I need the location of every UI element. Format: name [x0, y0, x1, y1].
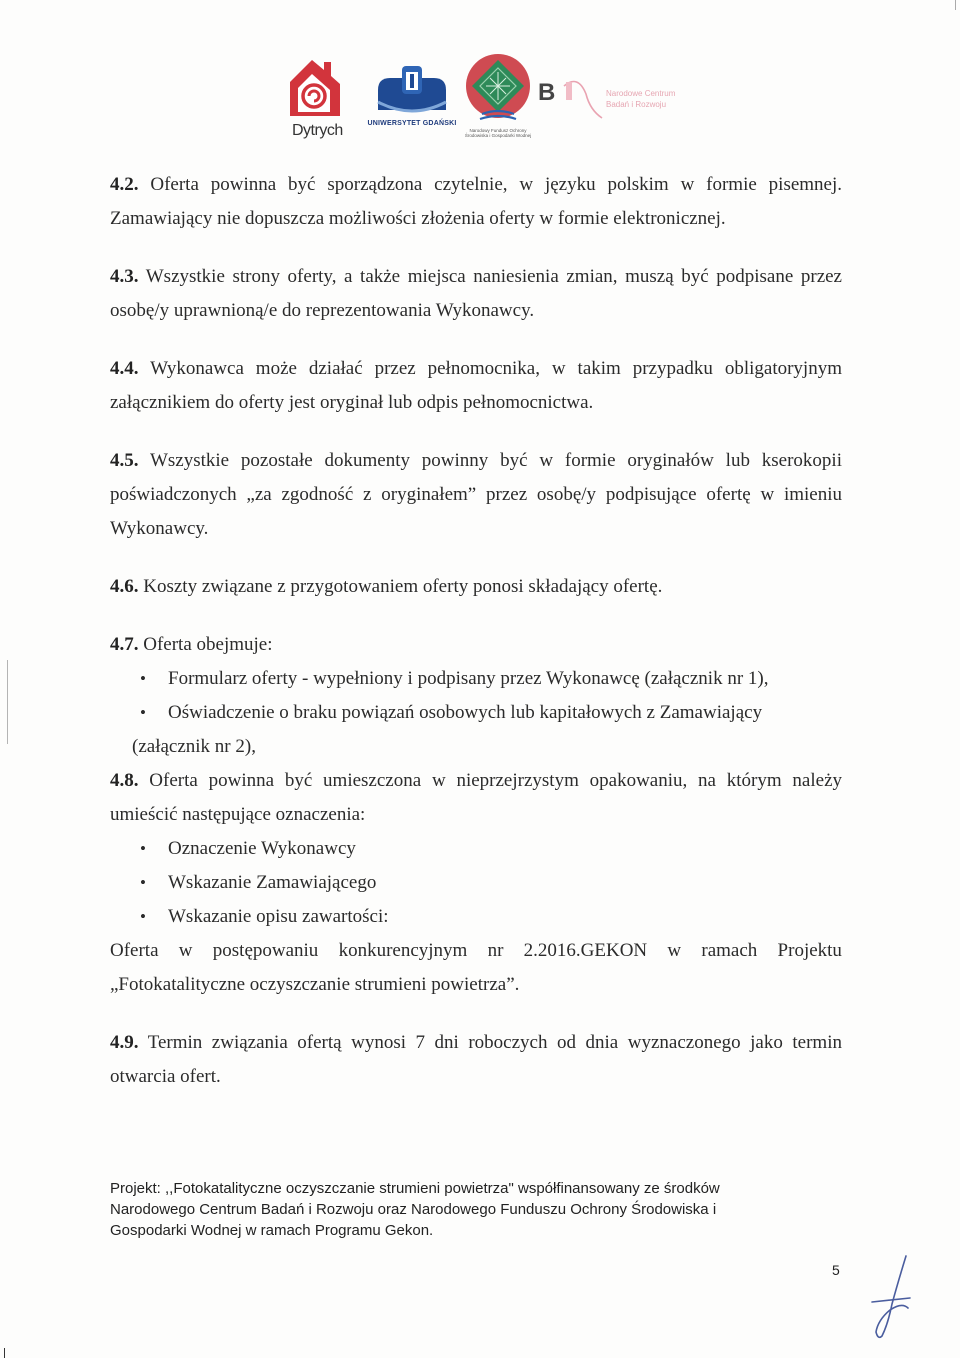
section-number: 4.3. — [110, 266, 139, 287]
section-number: 4.7. — [110, 634, 139, 655]
list-item: • Wskazanie opisu zawartości: — [110, 900, 842, 934]
section-4-6 — [110, 570, 842, 604]
nfosigw-caption: Narodowy Fundusz Ochrony Środowiska i Gospodarki Wodnej — [464, 128, 532, 138]
envelope-label-line — [110, 934, 842, 968]
label-word: w — [667, 940, 682, 961]
svg-text:B: B — [538, 79, 556, 106]
section-text: Oferta powinna być umieszczona w nieprzejrzystym opakowaniu, na którym należy umieścić następujące oznaczenia: — [110, 770, 843, 825]
nfosigw-logo — [462, 52, 534, 142]
section-text: Koszty związane z przygotowaniem oferty ponosi składający ofertę. — [143, 576, 663, 597]
section-number: 4.6. — [110, 576, 139, 597]
footer-project-note: Projekt: ,,Fotokatalityczne oczyszczanie strumieni powietrza" współfinansowany ze środków Narodowego Centrum Badań i Rozwoju oraz Narodowego Funduszu Ochrony Środowiska i Gospodarki Wodnej w ramach Programu Gekon. — [110, 1180, 720, 1239]
section-text: Wszystkie strony oferty, a także miejsca naniesienia zmian, muszą być podpisane przez osobę/y uprawnioną/e do reprezentowania Wykonawcy. — [110, 266, 842, 321]
header-logos — [284, 52, 684, 152]
page-number: 5 — [832, 1262, 840, 1278]
section-4-2 — [110, 168, 842, 236]
scan-edge-mark — [955, 0, 956, 10]
document-body — [110, 168, 842, 1094]
label-word: nr — [487, 940, 504, 961]
section-text: Wykonawca może działać przez pełnomocnika, w takim przypadku obligatoryjnym załącznikiem do oferty jest oryginał lub odpis pełnomocnictwa. — [110, 358, 842, 413]
university-logo — [367, 64, 457, 134]
list-item: • Formularz oferty - wypełniony i podpisany przez Wykonawcę (załącznik nr 1), — [110, 662, 842, 696]
scan-corner-mark — [4, 1348, 5, 1358]
section-text: Oferta powinna być sporządzona czytelnie, w języku polskim w formie pisemnej. Zamawiający nie dopuszcza możliwości złożenia oferty w formie elektronicznej. — [110, 174, 843, 229]
section-number: 4.5. — [110, 450, 139, 471]
ncbr-caption — [606, 88, 675, 110]
university-crest-icon — [372, 64, 452, 120]
section-4-8 — [110, 764, 842, 832]
nfosigw-emblem-icon — [462, 52, 534, 128]
section-4-9 — [110, 1026, 842, 1094]
label-word: Oferta — [110, 940, 159, 961]
section-text: Termin związania ofertą wynosi 7 dni roboczych od dnia wyznaczonego jako termin otwarcia ofert. — [110, 1032, 842, 1087]
list-item: • Oświadczenie o braku powiązań osobowych lub kapitałowych z Zamawiający — [110, 696, 842, 730]
section-4-4 — [110, 352, 842, 420]
envelope-label-project: „Fotokatalityczne oczyszczanie strumieni powietrza”. — [110, 974, 520, 995]
section-4-3 — [110, 260, 842, 328]
section-number: 4.4. — [110, 358, 139, 379]
handwritten-initials-icon — [868, 1252, 918, 1342]
list-item-continuation: (załącznik nr 2), — [132, 736, 256, 757]
section-4-7-list — [110, 662, 842, 730]
section-number: 4.9. — [110, 1032, 139, 1053]
label-word: w — [178, 940, 193, 961]
label-word: konkurencyjnym — [338, 940, 468, 961]
ncbr-caption-line1: Narodowe Centrum — [606, 89, 676, 98]
section-text: Oferta obejmuje: — [143, 634, 273, 655]
scan-margin-line — [7, 660, 8, 744]
label-word: 2.2016.GEKON — [523, 940, 648, 961]
dytrych-logo — [284, 52, 348, 142]
ncbr-caption-line2: Badań i Rozwoju — [606, 100, 667, 109]
label-word: postępowaniu — [212, 940, 319, 961]
university-caption: UNIWERSYTET GDAŃSKI — [367, 120, 457, 127]
label-word: ramach — [701, 940, 758, 961]
label-word: Projektu — [777, 940, 842, 961]
list-item: • Wskazanie Zamawiającego — [110, 866, 842, 900]
ncbr-mark-icon — [534, 72, 604, 122]
dytrych-caption: Dytrych — [292, 122, 343, 139]
section-text: Wszystkie pozostałe dokumenty powinny być w formie oryginałów lub kserokopii poświadczonych „za zgodność z oryginałem” przez osobę/y podpisujące ofertę w imieniu Wykonawcy. — [110, 450, 842, 539]
list-item: • Oznaczenie Wykonawcy — [110, 832, 842, 866]
section-4-5 — [110, 444, 842, 546]
section-4-7 — [110, 628, 842, 662]
ncbr-logo — [534, 72, 684, 122]
section-number: 4.8. — [110, 770, 139, 791]
section-number: 4.2. — [110, 174, 139, 195]
section-4-8-list — [110, 832, 842, 934]
dytrych-logo-icon — [284, 52, 348, 122]
